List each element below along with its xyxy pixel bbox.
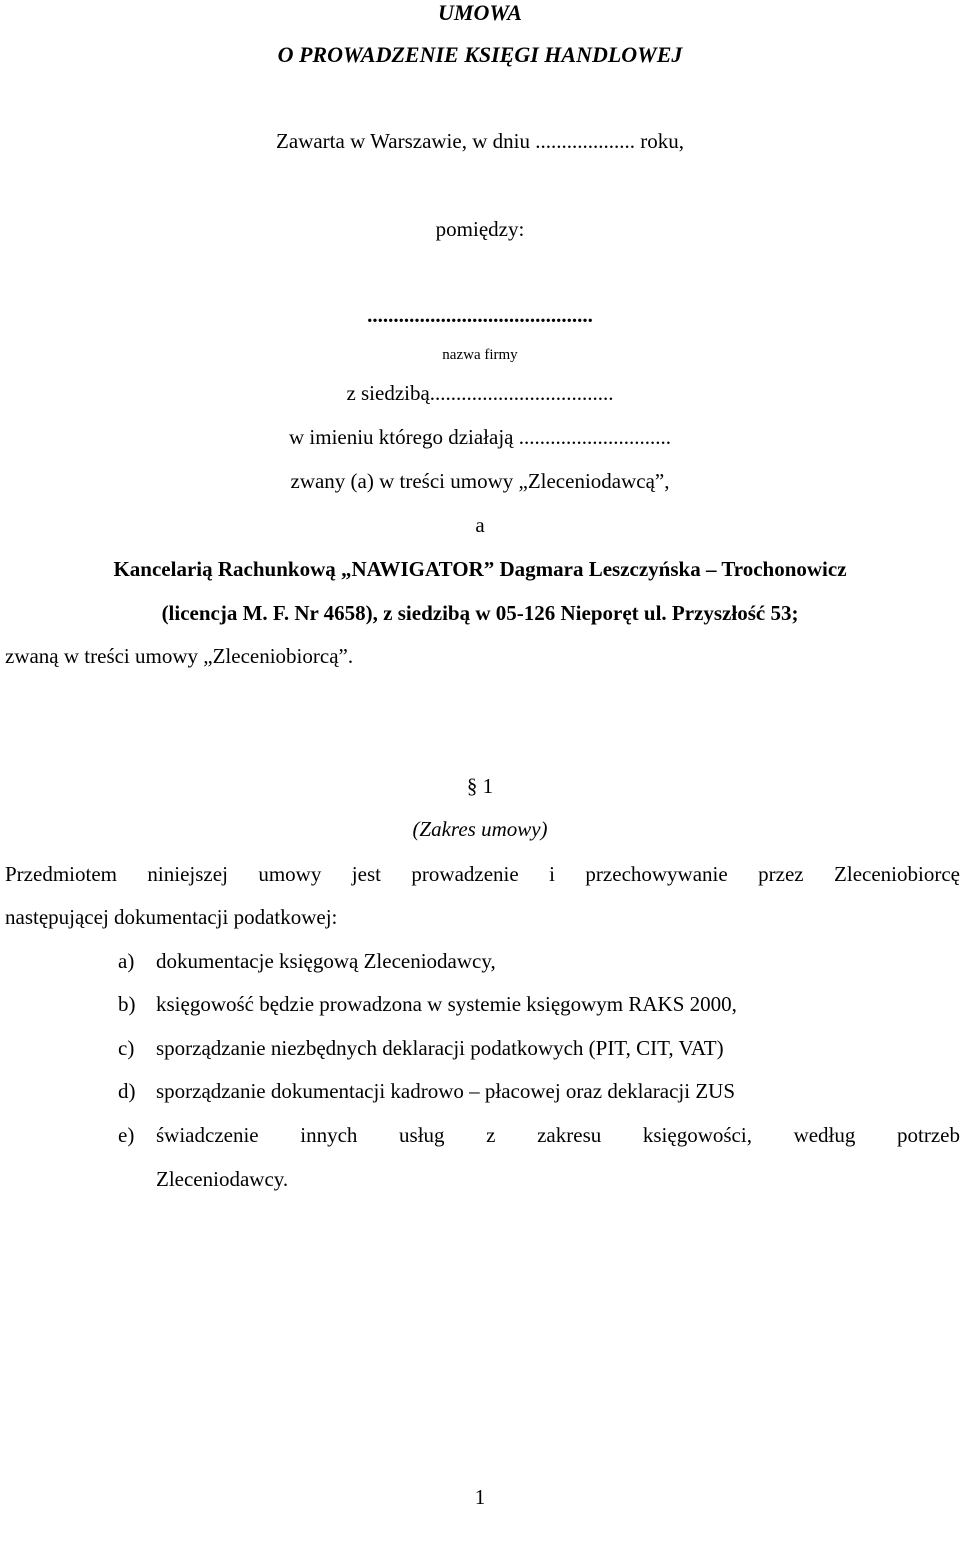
list-item-letter: d) [118,1079,136,1103]
and-word: a [475,513,485,537]
list-item [0,1078,960,1104]
between-line: pomiędzy: [435,217,525,241]
company-name-blank: ........................................... [367,303,593,327]
list-item-letter: a) [118,949,135,973]
contractor-address: (licencja M. F. Nr 4658), z siedzibą w 05-126 Nieporęt ul. Przyszłość 53; [161,601,799,625]
contractor-name: Kancelarią Rachunkową „NAWIGATOR” Dagmara Leszczyńska – Trochonowicz [113,557,847,581]
list-item-text: sporządzanie dokumentacji kadrowo – płacowej oraz deklaracji ZUS [156,1079,736,1103]
list-item [0,1122,960,1192]
representative-line: w imieniu którego działają ............................. [288,425,671,449]
list-item-letter: c) [118,1036,135,1060]
list-item [0,991,960,1017]
section-paragraph-line1: Przedmiotem niniejszej umowy jest prowadzenie i przechowywanie przez Zleceniobiorcę [5,862,960,886]
list-item [0,1035,960,1061]
section-paragraph-line2: następującej dokumentacji podatkowej: [5,905,338,929]
list-item-letter: b) [118,992,136,1016]
list-item-text: dokumentacje księgową Zleceniodawcy, [156,949,496,973]
page-number: 1 [474,1485,486,1509]
list-item-text: księgowość będzie prowadzona w systemie księgowym RAKS 2000, [156,992,737,1016]
seat-line: z siedzibą................................... [346,381,614,405]
list-item-text: sporządzanie niezbędnych deklaracji podatkowych (PIT, CIT, VAT) [156,1036,724,1060]
section-number: § 1 [466,774,494,798]
section-heading: (Zakres umowy) [412,817,548,841]
client-designation: zwany (a) w treści umowy „Zleceniodawcą”, [290,469,670,493]
document-title: UMOWA [438,0,522,25]
list-item-continuation: Zleceniodawcy. [156,1167,289,1191]
list-item-text: świadczenie innych usług z zakresu księgowości, według potrzeb [156,1123,960,1147]
list-item [0,948,960,974]
concluded-line: Zawarta w Warszawie, w dniu ................... roku, [276,129,684,153]
contractor-designation: zwaną w treści umowy „Zleceniobiorcą”. [5,644,354,668]
company-name-caption: nazwa firmy [442,347,518,363]
list-item-letter: e) [118,1123,135,1147]
document-subtitle: O PROWADZENIE KSIĘGI HANDLOWEJ [277,42,683,67]
